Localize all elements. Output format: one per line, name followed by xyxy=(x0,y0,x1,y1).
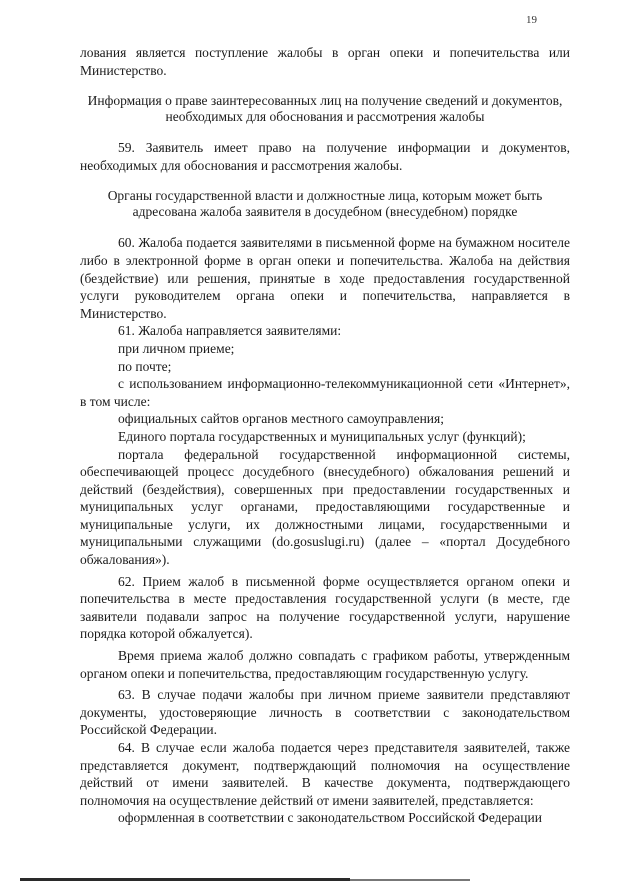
section-heading-authorities: Органы государственной власти и должностные лица, которым может быть адресована жалоба заявителя в досудебном (внесудебном) порядке xyxy=(107,188,543,220)
page-number: 19 xyxy=(526,14,537,26)
paragraph-60: 60. Жалоба подается заявителями в письменной форме на бумажном носителе либо в электронной форме в орган опеки и попечительства. Жалоба на действия (бездействие) или решения, принятые в ходе предоставления государственной услуги руководителем органа опеки и попечительства, направляется в Министерство. xyxy=(80,235,570,321)
paragraph-63: 63. В случае подачи жалобы при личном приеме заявители представляют документы, удостоверяющие личность в соответствии с законодательством Российской Федерации. xyxy=(80,687,570,738)
paragraph-61-item-mail: по почте; xyxy=(118,358,172,374)
scan-edge-line-faint xyxy=(350,879,470,881)
paragraph-continuation: лования является поступление жалобы в орган опеки и попечительства или Министерство. xyxy=(80,45,570,78)
paragraph-64-item-power-of-attorney: оформленная в соответствии с законодательством Российской Федерации xyxy=(118,810,542,826)
paragraph-62: 62. Прием жалоб в письменной форме осуществляется органом опеки и попечительства в месте предоставления государственной услуги (в месте, где заявители подавали запрос на получение государственной услуги, нарушение порядка которой обжалуется). xyxy=(80,573,570,642)
paragraph-62-reception-time: Время приема жалоб должно совпадать с графиком работы, утвержденным органом опеки и попечительства, предоставляющим государственную услугу. xyxy=(80,648,570,681)
document-body xyxy=(80,44,570,827)
paragraph-61-item-internet: с использованием информационно-телекоммуникационной сети «Интернет», в том числе: xyxy=(80,376,570,409)
scan-edge-line xyxy=(20,878,350,881)
paragraph-59: 59. Заявитель имеет право на получение информации и документов, необходимых для обоснования и рассмотрения жалобы. xyxy=(80,140,570,173)
paragraph-61-item-official-sites: официальных сайтов органов местного самоуправления; xyxy=(118,411,444,427)
paragraph-61-item-federal-portal: портала федеральной государственной информационной системы, обеспечивающей процесс досудебного (внесудебного) обжалования решений и действий (бездействия), совершенных при предоставлении государственных и муниципальных услуг органами, предоставляющими государственные и муниципальные услуги, их должностными лицами, государственными и муниципальными служащими (do.gosuslugi.ru) (далее – «портал Досудебного обжалования»). xyxy=(80,446,570,568)
paragraph-61-item-personal: при личном приеме; xyxy=(118,340,235,356)
paragraph-61: 61. Жалоба направляется заявителями: xyxy=(118,323,342,339)
section-heading-information-rights: Информация о праве заинтересованных лиц на получение сведений и документов, необходимых для обоснования и рассмотрения жалобы xyxy=(87,93,563,125)
paragraph-61-item-unified-portal: Единого портала государственных и муниципальных услуг (функций); xyxy=(118,428,526,444)
paragraph-64: 64. В случае если жалоба подается через представителя заявителей, также представляется документ, подтверждающий полномочия на осуществление действий от имени заявителей. В качестве документа, подтверждающего полномочия на осуществление действий от имени заявителей, представляется: xyxy=(80,740,570,808)
